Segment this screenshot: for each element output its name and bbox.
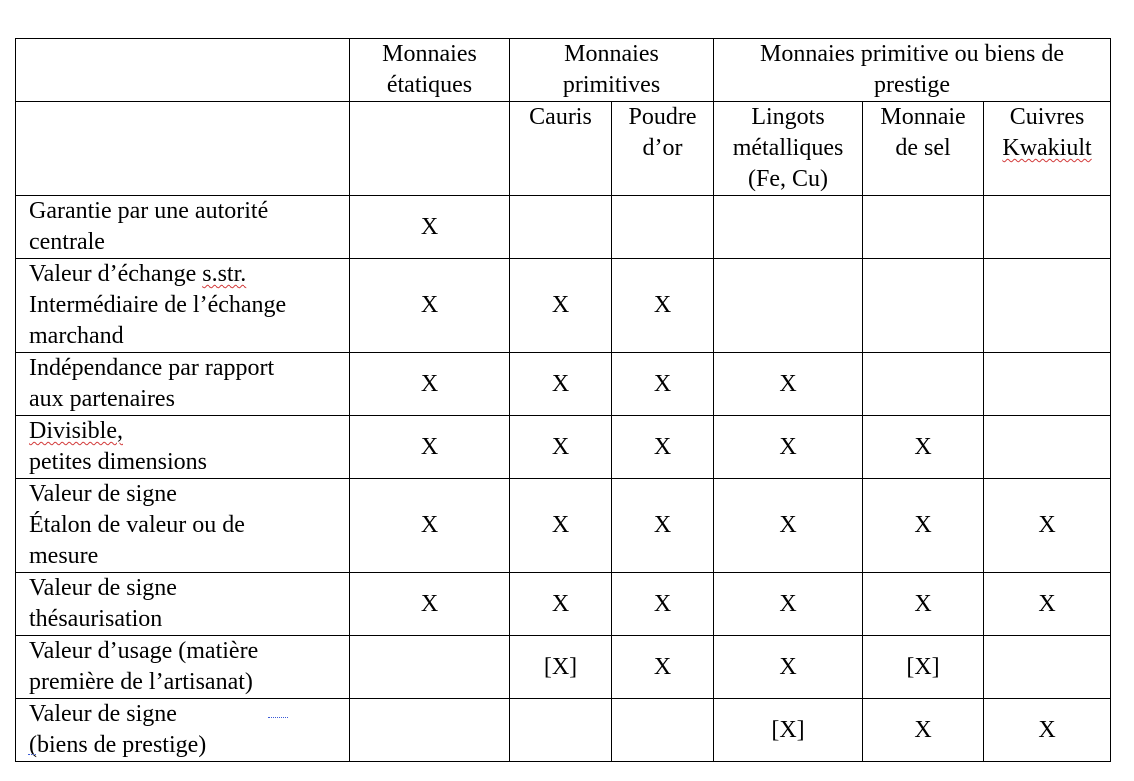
mark-cell — [714, 259, 863, 353]
mark-cell — [350, 699, 510, 762]
mark-cell: X — [714, 479, 863, 573]
mark-cell — [984, 259, 1111, 353]
mark-cell: X — [714, 416, 863, 479]
mark-cell — [510, 196, 612, 259]
mark-cell — [510, 699, 612, 762]
mark-cell: X — [510, 573, 612, 636]
header-monnaies-primitives: Monnaies primitives — [510, 39, 714, 102]
row-label: Indépendance par rapport aux partenaires — [16, 353, 350, 416]
mark-cell: X — [350, 259, 510, 353]
mark-cell — [863, 353, 984, 416]
mark-cell: X — [612, 636, 714, 699]
mark-cell: X — [984, 573, 1111, 636]
mark-cell: [X] — [510, 636, 612, 699]
mark-cell: X — [510, 259, 612, 353]
table-row — [16, 573, 1111, 636]
header-monnaies-etatiques: Monnaies étatiques — [350, 39, 510, 102]
row-label: Valeur de signe thésaurisation — [16, 573, 350, 636]
subheader-empty-label — [16, 102, 350, 196]
table-row — [16, 636, 1111, 699]
mark-cell: X — [612, 259, 714, 353]
mark-cell: X — [984, 479, 1111, 573]
row-label: Divisible, petites dimensions — [16, 416, 350, 479]
mark-cell: X — [863, 416, 984, 479]
mark-cell — [984, 636, 1111, 699]
mark-cell — [350, 636, 510, 699]
mark-cell: X — [984, 699, 1111, 762]
mark-cell: [X] — [714, 699, 863, 762]
header-row-groups — [16, 39, 1111, 102]
table-row — [16, 259, 1111, 353]
mark-cell — [612, 196, 714, 259]
mark-cell: [X] — [863, 636, 984, 699]
mark-cell — [863, 196, 984, 259]
mark-cell: X — [350, 416, 510, 479]
mark-cell: X — [714, 573, 863, 636]
subheader-cuivres-kwakiult: Cuivres Kwakiult — [984, 102, 1111, 196]
row-label: Valeur de signe (biens de prestige) — [16, 699, 350, 762]
mark-cell — [863, 259, 984, 353]
mark-cell — [984, 353, 1111, 416]
row-label: Valeur d’échange s.str. Intermédiaire de l’échange marchand — [16, 259, 350, 353]
mark-cell: X — [612, 416, 714, 479]
table-row — [16, 416, 1111, 479]
subheader-empty-etatiques — [350, 102, 510, 196]
comparison-table — [15, 38, 1111, 762]
mark-cell — [984, 196, 1111, 259]
mark-cell — [984, 416, 1111, 479]
mark-cell — [714, 196, 863, 259]
corner-cell — [16, 39, 350, 102]
mark-cell: X — [863, 479, 984, 573]
subheader-monnaie-de-sel: Monnaie de sel — [863, 102, 984, 196]
mark-cell: X — [350, 479, 510, 573]
grammar-marker — [28, 748, 36, 755]
row-label: Valeur de signe Étalon de valeur ou de mesure — [16, 479, 350, 573]
mark-cell: X — [714, 636, 863, 699]
mark-cell: X — [863, 699, 984, 762]
header-monnaies-prestige: Monnaies primitive ou biens de prestige — [714, 39, 1111, 102]
mark-cell: X — [612, 353, 714, 416]
row-label: Garantie par une autorité centrale — [16, 196, 350, 259]
mark-cell: X — [714, 353, 863, 416]
mark-cell: X — [350, 353, 510, 416]
mark-cell: X — [350, 573, 510, 636]
table-row — [16, 353, 1111, 416]
mark-cell: X — [612, 479, 714, 573]
mark-cell: X — [350, 196, 510, 259]
table-row — [16, 699, 1111, 762]
table-row — [16, 196, 1111, 259]
table-row — [16, 479, 1111, 573]
mark-cell — [612, 699, 714, 762]
mark-cell: X — [510, 353, 612, 416]
mark-cell: X — [510, 416, 612, 479]
mark-cell: X — [863, 573, 984, 636]
grammar-marker — [268, 711, 288, 718]
subheader-poudre-dor: Poudre d’or — [612, 102, 714, 196]
mark-cell: X — [510, 479, 612, 573]
subheader-cauris: Cauris — [510, 102, 612, 196]
header-row-subcategories — [16, 102, 1111, 196]
subheader-lingots: Lingots métalliques (Fe, Cu) — [714, 102, 863, 196]
row-label: Valeur d’usage (matière première de l’artisanat) — [16, 636, 350, 699]
mark-cell: X — [612, 573, 714, 636]
